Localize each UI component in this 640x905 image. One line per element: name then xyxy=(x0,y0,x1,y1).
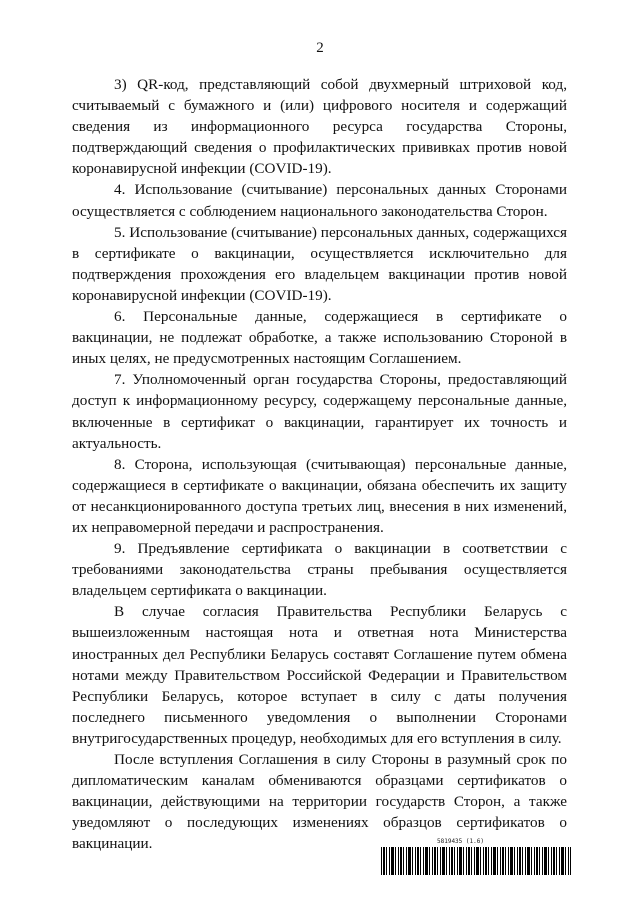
paragraph-consent: В случае согласия Правительства Республики Беларусь с вышеизложенным настоящая нота и ответная нота Министерства иностранных дел Республики Беларусь составят Соглашение путем обмена нотами между Правительством Российской Федерации и Правительством Республики Беларусь, которое вступает в силу с даты получения последнего письменного уведомления о выполнении Сторонами внутригосударственных процедур, необходимых для его вступления в силу. xyxy=(72,603,567,747)
paragraph-clause-9: 9. Предъявление сертификата о вакцинации в соответствии с требованиями законодательства страны пребывания осуществляется владельцем сертификата о вакцинации. xyxy=(72,540,567,600)
paragraph-clause-6: 6. Персональные данные, содержащиеся в сертификате о вакцинации, не подлежат обработке, а также использованию Стороной в иных целях, не предусмотренных настоящим Соглашением. xyxy=(72,308,567,368)
paragraph-clause-5: 5. Использование (считывание) персональных данных, содержащихся в сертификате о вакцинации, осуществляется исключительно для подтверждения прохождения его владельцем вакцинации против новой коронавирусной инфекции (COVID-19). xyxy=(72,223,567,304)
paragraph-clause-4: 4. Использование (считывание) персональных данных Сторонами осуществляется с соблюдением национального законодательства Сторон. xyxy=(72,181,567,220)
paragraph-clause-8: 8. Сторона, использующая (считывающая) персональные данные, содержащиеся в сертификате о вакцинации, обязана обеспечить их защиту от несанкционированного доступа третьих лиц, внесения в них изменений, их неправомерной передачи и распространения. xyxy=(72,455,567,536)
barcode-caption: 5819435 (1.6) xyxy=(437,838,484,845)
paragraph-item-3-qr-code: 3) QR-код, представляющий собой двухмерный штриховой код, считываемый с бумажного и (или) цифрового носителя и содержащий сведения из информационного ресурса государства Стороны, подтверждающий сведения о профилактических прививках против новой коронавирусной инфекции (COVID-19). xyxy=(72,76,567,178)
paragraph-clause-7: 7. Уполномоченный орган государства Стороны, предоставляющий доступ к информационному ресурсу, содержащему персональные данные, включенные в сертификат о вакцинации, гарантирует их точность и актуальность. xyxy=(72,371,567,452)
barcode-icon xyxy=(381,847,571,875)
page-number: 2 xyxy=(316,40,324,56)
document-body xyxy=(72,74,567,854)
paragraph-after-entry: После вступления Соглашения в силу Стороны в разумный срок по дипломатическим каналам обмениваются образцами сертификатов о вакцинации, действующими на территории государств Сторон, а также уведомляют о последующих изменениях образцов сертификатов о вакцинации. xyxy=(72,751,567,853)
document-barcode xyxy=(381,838,571,878)
